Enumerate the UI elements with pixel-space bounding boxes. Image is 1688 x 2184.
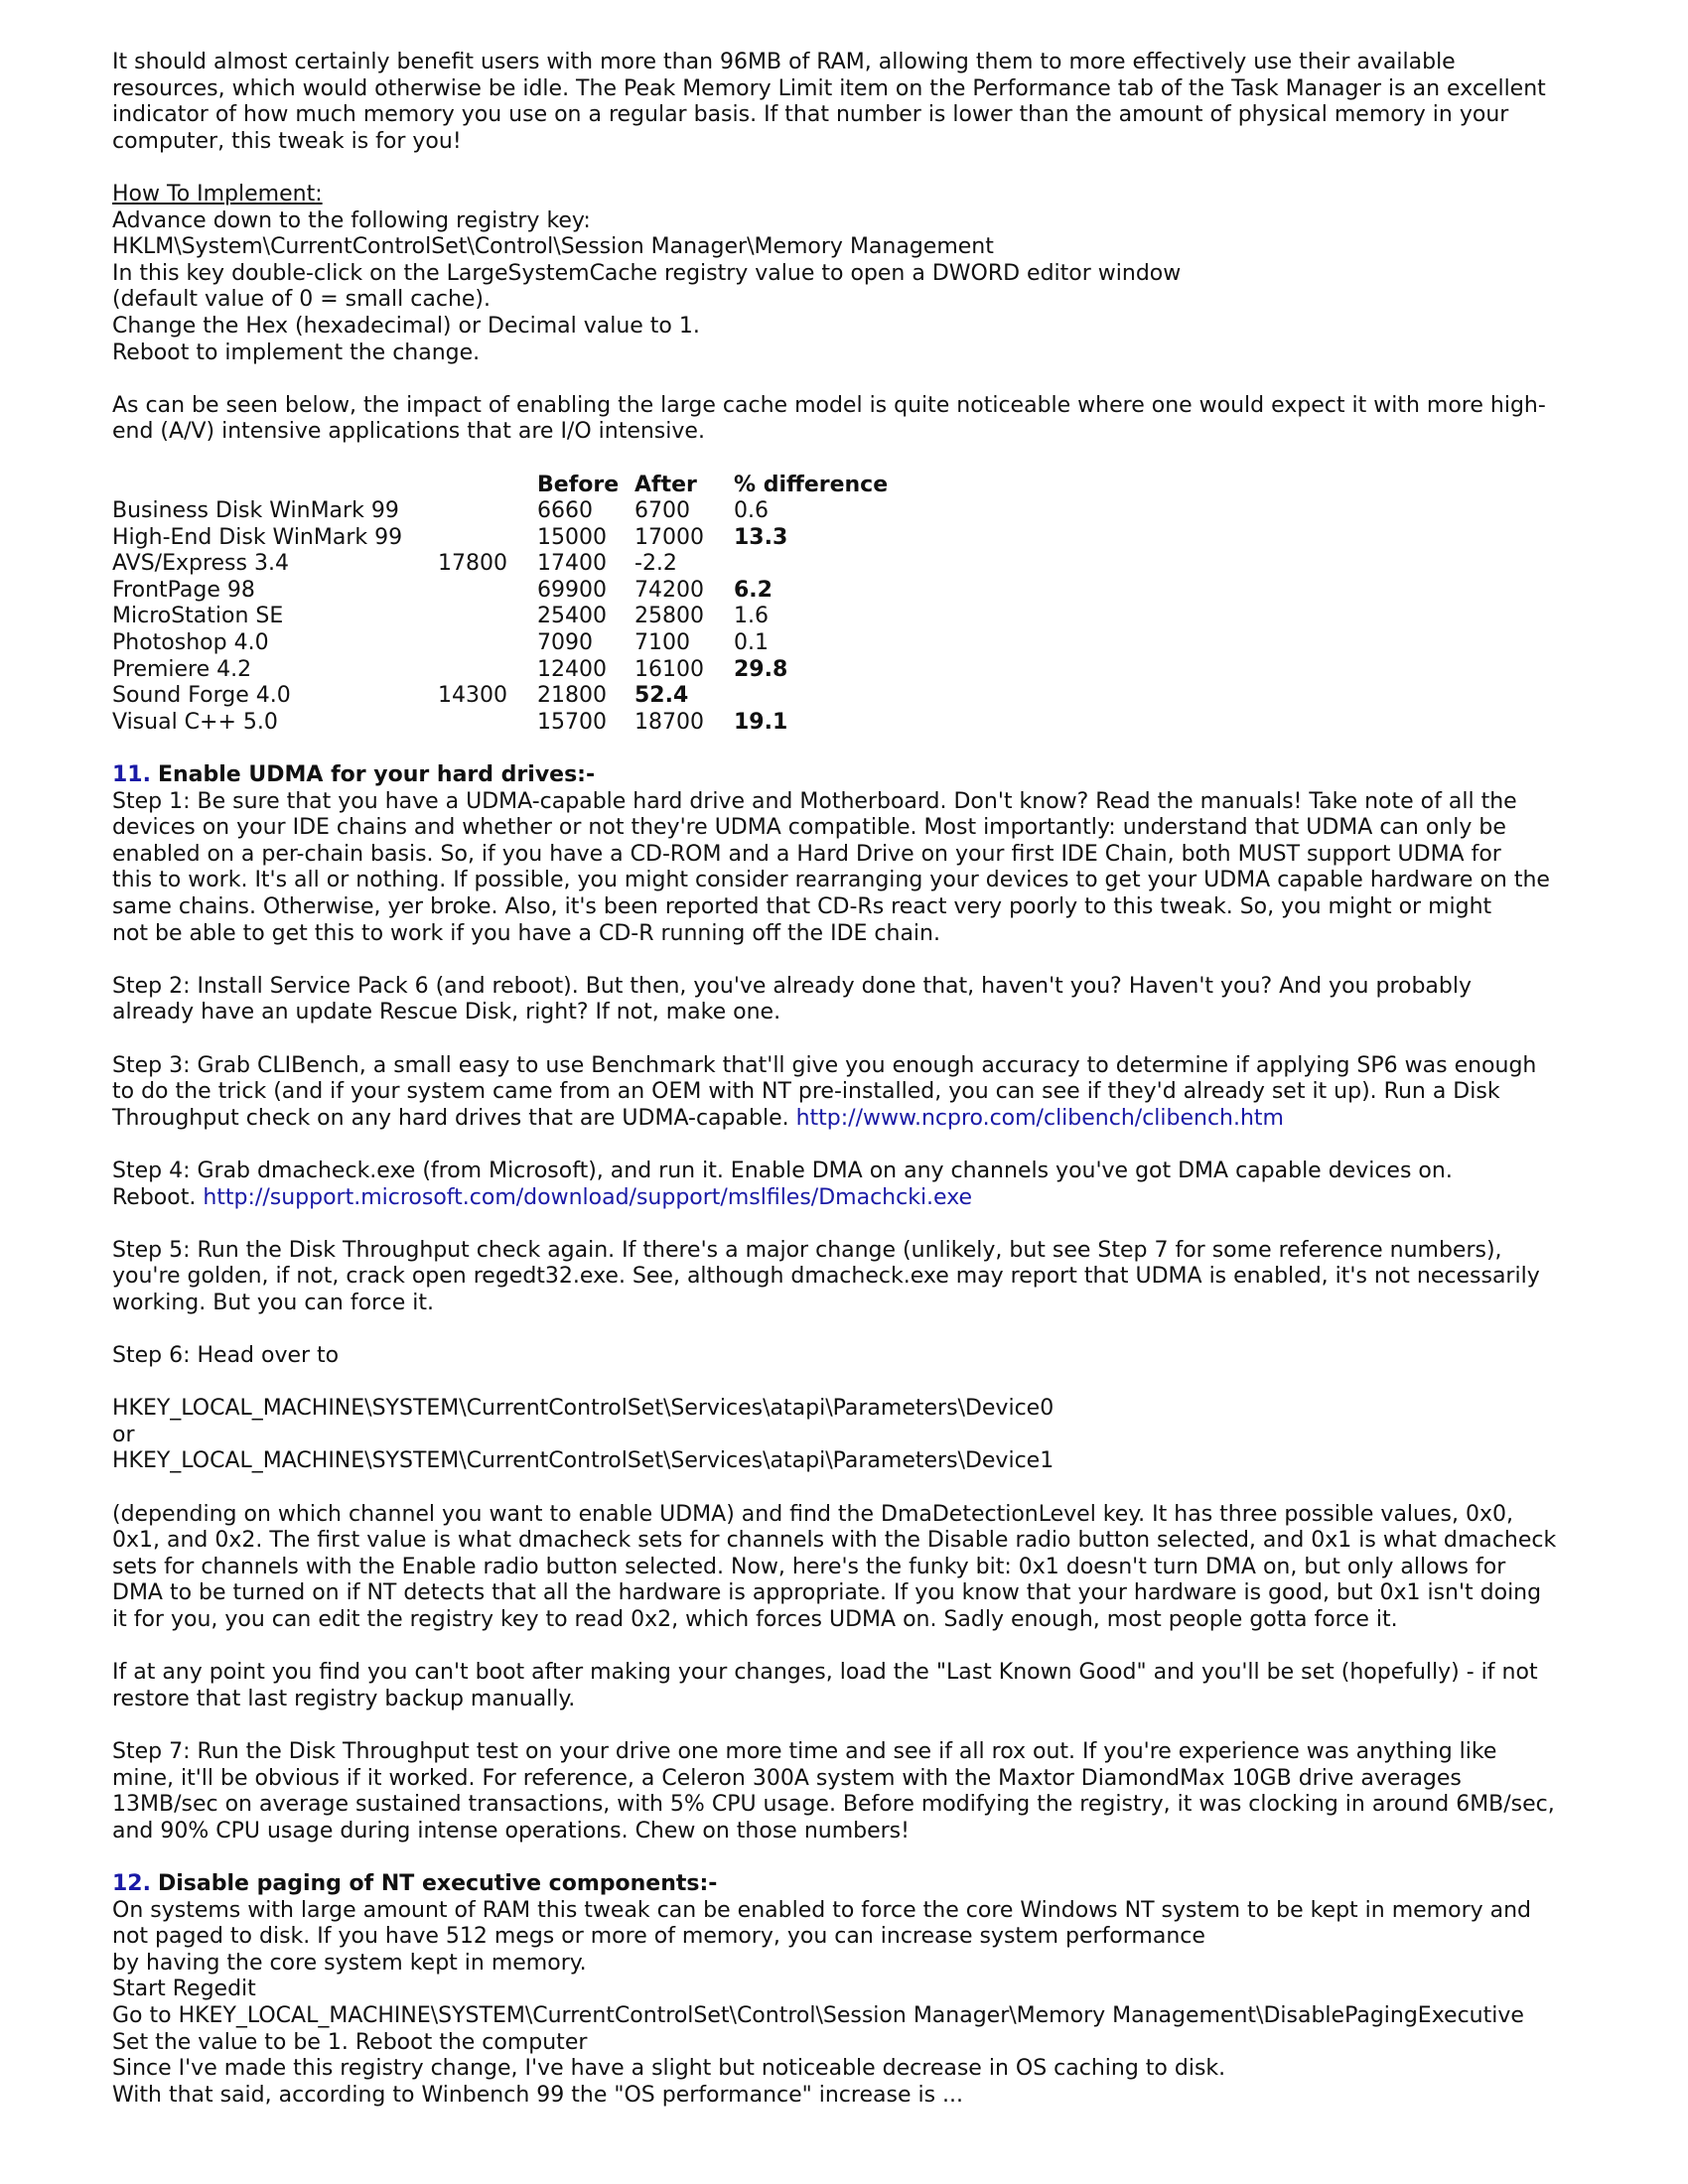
table-row-label: High-End Disk WinMark 99 [112, 524, 403, 550]
table-row-label: Sound Forge 4.0 [112, 683, 291, 709]
text-line: 0x1, and 0x2. The first value is what dmacheck sets for channels with the Disable radio button selected, and 0x1 is what dmacheck [112, 1528, 1557, 1554]
section-title: Disable paging of NT executive components:- [157, 1870, 718, 1896]
text-line: If at any point you find you can't boot after making your changes, load the "Last Known Good" and you'll be set (hopefully) - if not [112, 1660, 1538, 1686]
text-line: indicator of how much memory you use on a regular basis. If that number is lower than the amount of physical memory in your [112, 102, 1509, 128]
table-row [112, 551, 932, 578]
table-row-label: Business Disk WinMark 99 [112, 498, 399, 524]
table-cell: 15000 [537, 524, 607, 550]
benchmark-table [112, 473, 932, 737]
text-line: sets for channels with the Enable radio button selected. Now, here's the funky bit: 0x1 doesn't turn DMA on, but only allows for [112, 1554, 1506, 1579]
table-cell: 13.3 [734, 524, 788, 550]
table-cell: 6.2 [734, 577, 773, 603]
text-line: same chains. Otherwise, yer broke. Also, it's been reported that CD-Rs react very poorly to this tweak. So, you might or might [112, 894, 1492, 919]
last-known-good-paragraph [112, 1660, 1602, 1712]
registry-key: HKLM\System\CurrentControlSet\Control\Session Manager\Memory Management [112, 234, 994, 260]
table-header-row [112, 473, 932, 499]
table-cell: 15700 [537, 709, 607, 735]
table-row [112, 657, 932, 684]
text-line [112, 1185, 1602, 1212]
table-cell: 16100 [634, 656, 704, 682]
table-row [112, 578, 932, 605]
section-11 [112, 762, 1602, 947]
text-line: resources, which would otherwise be idle. The Peak Memory Limit item on the Performance tab of the Task Manager is an excellent [112, 75, 1546, 101]
table-cell: 21800 [537, 683, 607, 709]
table-row-label: MicroStation SE [112, 604, 284, 629]
text-line: DMA to be turned on if NT detects that all the hardware is appropriate. If you know that your hardware is good, but 0x1 isn't doing [112, 1580, 1542, 1606]
table-cell: 17000 [634, 524, 704, 550]
text-line: by having the core system kept in memory. [112, 1950, 587, 1976]
step-2 [112, 974, 1602, 1026]
table-header-cell [410, 473, 537, 499]
table-cell [410, 525, 537, 552]
text-line: It should almost certainly benefit users with more than 96MB of RAM, allowing them to more effectively use their available [112, 50, 1456, 74]
text-line: already have an update Rescue Disk, right? If not, make one. [112, 1000, 781, 1025]
table-row [112, 525, 932, 552]
text-line: or [112, 1422, 135, 1447]
table-cell [410, 710, 537, 737]
table-cell: 7100 [634, 630, 690, 656]
table-cell: 17400 [537, 551, 607, 577]
table-row-label: Visual C++ 5.0 [112, 709, 278, 735]
table-cell [410, 630, 537, 657]
table-cell: 1.6 [734, 604, 769, 629]
document-page [112, 50, 1602, 2135]
section-number: 12. [112, 1870, 151, 1896]
table-row [112, 630, 932, 657]
implement-section [112, 182, 1602, 366]
table-cell: 6660 [537, 498, 593, 524]
text-line: to do the trick (and if your system came from an OEM with NT pre-installed, you can see if they'd already set it up). Run a Disk [112, 1079, 1500, 1105]
text-line: and 90% CPU usage during intense operations. Chew on those numbers! [112, 1818, 910, 1843]
section-11-heading [112, 762, 1602, 789]
table-cell [410, 578, 537, 605]
registry-key: Go to HKEY_LOCAL_MACHINE\SYSTEM\CurrentControlSet\Control\Session Manager\Memory Management\DisablePagingExecutive [112, 2002, 1524, 2028]
table-row [112, 498, 932, 525]
table-cell: 6700 [634, 498, 690, 524]
impact-paragraph [112, 393, 1602, 446]
text-line: (default value of 0 = small cache). [112, 287, 492, 313]
table-row [112, 710, 932, 737]
table-row-label: AVS/Express 3.4 [112, 551, 289, 577]
registry-key: HKEY_LOCAL_MACHINE\SYSTEM\CurrentControlSet\Services\atapi\Parameters\Device1 [112, 1448, 1055, 1474]
text-line: (depending on which channel you want to enable UDMA) and find the DmaDetectionLevel key. It has three possible values, 0x0, [112, 1501, 1513, 1527]
table-cell: 74200 [634, 577, 704, 603]
text-line: Step 6: Head over to [112, 1343, 340, 1369]
table-header-cell [112, 473, 410, 499]
table-cell: 25400 [537, 604, 607, 629]
step-5 [112, 1238, 1602, 1317]
text-line: restore that last registry backup manually. [112, 1686, 576, 1711]
section-title: Enable UDMA for your hard drives:- [157, 762, 596, 788]
text-line: Step 4: Grab dmacheck.exe (from Microsoft), and run it. Enable DMA on any channels you've got DMA capable devices on. [112, 1158, 1453, 1183]
table-cell: 12400 [537, 656, 607, 682]
table-cell: 14300 [438, 683, 507, 709]
clibench-link[interactable]: http://www.ncpro.com/clibench/clibench.htm [795, 1105, 1284, 1131]
implement-heading: How To Implement: [112, 181, 323, 206]
table-cell: 0.6 [734, 498, 769, 524]
dmacheck-link[interactable]: http://support.microsoft.com/download/support/mslfiles/Dmachcki.exe [203, 1184, 973, 1210]
text-line: computer, this tweak is for you! [112, 128, 462, 154]
table-row-label: FrontPage 98 [112, 577, 255, 603]
section-number: 11. [112, 762, 151, 788]
dma-detection-paragraph [112, 1502, 1602, 1634]
table-cell: 0.1 [734, 630, 769, 656]
text-fragment: Throughput check on any hard drives that are UDMA-capable. [112, 1105, 796, 1131]
text-line: On systems with large amount of RAM this tweak can be enabled to force the core Windows NT system to be kept in memory and [112, 1897, 1532, 1923]
text-line [112, 1106, 1602, 1133]
table-cell [410, 498, 537, 525]
text-line: Reboot to implement the change. [112, 340, 481, 365]
table-row-label: Photoshop 4.0 [112, 630, 269, 656]
text-line: working. But you can force it. [112, 1290, 434, 1315]
text-line: In this key double-click on the LargeSystemCache registry value to open a DWORD editor window [112, 260, 1182, 286]
table-cell: 19.1 [734, 709, 788, 735]
step-6 [112, 1343, 1602, 1370]
table-row [112, 683, 932, 710]
table-header-difference: % difference [734, 472, 889, 497]
text-line: Change the Hex (hexadecimal) or Decimal value to 1. [112, 313, 700, 339]
table-cell [734, 683, 932, 710]
table-cell: 52.4 [634, 683, 689, 709]
table-cell [734, 551, 932, 578]
table-row-label: Premiere 4.2 [112, 656, 252, 682]
table-cell: 18700 [634, 709, 704, 735]
text-line: you're golden, if not, crack open regedt32.exe. See, although dmacheck.exe may report that UDMA is enabled, it's not necessarily [112, 1264, 1540, 1290]
text-line: Since I've made this registry change, I've have a slight but noticeable decrease in OS caching to disk. [112, 2056, 1226, 2082]
intro-paragraph [112, 50, 1602, 155]
text-line: Set the value to be 1. Reboot the computer [112, 2029, 588, 2055]
section-12 [112, 1871, 1602, 2109]
text-line: Step 3: Grab CLIBench, a small easy to use Benchmark that'll give you enough accuracy to determine if applying SP6 was enough [112, 1052, 1537, 1078]
step-7 [112, 1739, 1602, 1844]
text-line: Step 5: Run the Disk Throughput check again. If there's a major change (unlikely, but see Step 7 for some reference numbers), [112, 1237, 1502, 1263]
text-line: devices on your IDE chains and whether or not they're UDMA compatible. Most importantly: understand that UDMA can only be [112, 815, 1506, 841]
table-header-before: Before [537, 472, 620, 497]
step-4 [112, 1159, 1602, 1211]
text-line: mine, it'll be obvious if it worked. For reference, a Celeron 300A system with the Maxtor DiamondMax 10GB drive averages [112, 1765, 1462, 1791]
table-cell [410, 657, 537, 684]
text-line: it for you, you can edit the registry key to read 0x2, which forces UDMA on. Sadly enough, most people gotta force it. [112, 1607, 1398, 1633]
text-line: not paged to disk. If you have 512 megs or more of memory, you can increase system performance [112, 1924, 1205, 1950]
step-3 [112, 1053, 1602, 1133]
table-cell: 17800 [438, 551, 507, 577]
text-line: With that said, according to Winbench 99 the "OS performance" increase is ... [112, 2082, 964, 2108]
table-cell: 69900 [537, 577, 607, 603]
text-line: Step 7: Run the Disk Throughput test on your drive one more time and see if all rox out. If you're experience was anything like [112, 1739, 1497, 1764]
registry-keys [112, 1396, 1602, 1475]
table-cell: 25800 [634, 604, 704, 629]
text-line: enabled on a per-chain basis. So, if you have a CD-ROM and a Hard Drive on your first IDE Chain, both MUST support UDMA for [112, 841, 1501, 867]
text-line: Advance down to the following registry key: [112, 207, 591, 233]
text-line: this to work. It's all or nothing. If possible, you might consider rearranging your devices to get your UDMA capable hardware on the [112, 868, 1550, 893]
section-12-heading [112, 1871, 1602, 1898]
text-line: Step 2: Install Service Pack 6 (and reboot). But then, you've already done that, haven't you? Haven't you? And you probably [112, 973, 1473, 999]
text-line: As can be seen below, the impact of enabling the large cache model is quite noticeable where one would expect it with more high- [112, 392, 1546, 418]
benchmark-rows [112, 498, 932, 736]
table-cell: 7090 [537, 630, 593, 656]
table-cell: 29.8 [734, 656, 788, 682]
table-cell [410, 604, 537, 630]
text-fragment: Reboot. [112, 1184, 204, 1210]
text-line: 13MB/sec on average sustained transactions, with 5% CPU usage. Before modifying the registry, it was clocking in around 6MB/sec, [112, 1792, 1555, 1818]
table-row [112, 604, 932, 630]
text-line: end (A/V) intensive applications that are I/O intensive. [112, 419, 705, 445]
registry-key: HKEY_LOCAL_MACHINE\SYSTEM\CurrentControlSet\Services\atapi\Parameters\Device0 [112, 1396, 1055, 1422]
text-line: not be able to get this to work if you have a CD-R running off the IDE chain. [112, 920, 940, 946]
text-line: Step 1: Be sure that you have a UDMA-capable hard drive and Motherboard. Don't know? Read the manuals! Take note of all the [112, 788, 1517, 814]
text-line: Start Regedit [112, 1977, 256, 2002]
table-header-after: After [634, 472, 697, 497]
table-cell: -2.2 [634, 551, 677, 577]
